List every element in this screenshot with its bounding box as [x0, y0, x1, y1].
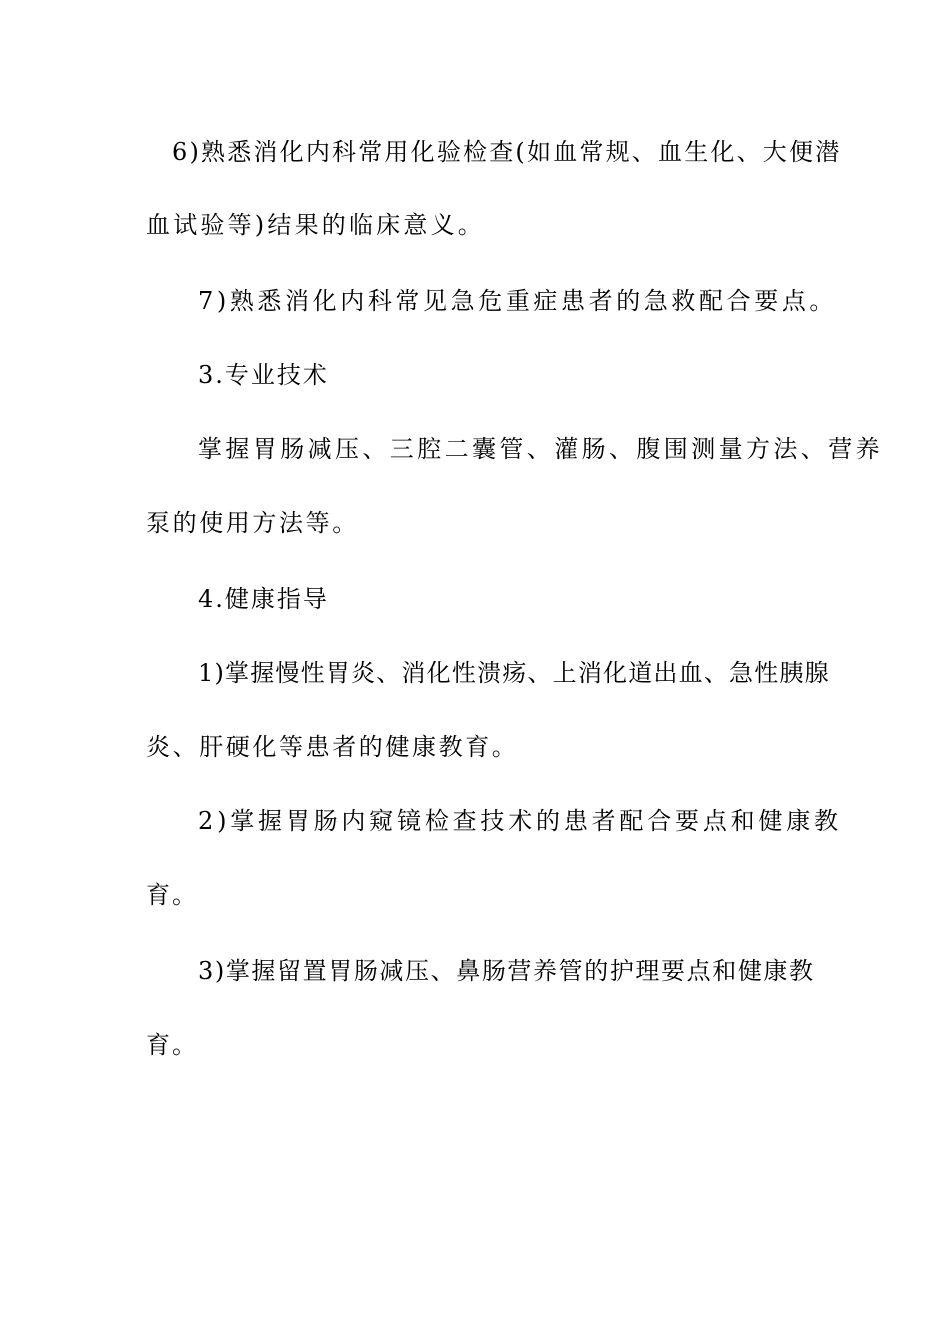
- section-4-item-2-line-2: 育。: [146, 881, 198, 909]
- section-4-item-3-line-1: 3)掌握留置胃肠减压、鼻肠营养管的护理要点和健康教: [198, 957, 815, 985]
- section-3-heading: 3.专业技术: [198, 361, 329, 389]
- item-6-line-2: 血试验等)结果的临床意义。: [146, 211, 485, 239]
- section-4-item-1-line-1: 1)掌握慢性胃炎、消化性溃疡、上消化道出血、急性胰腺: [198, 659, 830, 687]
- section-4-heading: 4.健康指导: [198, 585, 329, 613]
- section-4-item-1-line-2: 炎、肝硬化等患者的健康教育。: [146, 733, 519, 761]
- section-3-line-1: 掌握胃肠减压、三腔二囊管、灌肠、腹围测量方法、营养: [198, 435, 883, 463]
- item-6-line-1: 6)熟悉消化内科常用化验检查(如血常规、血生化、大便潜: [172, 138, 842, 166]
- section-4-item-2-line-1: 2)掌握胃肠内窥镜检查技术的患者配合要点和健康教: [198, 807, 842, 835]
- section-4-item-3-line-2: 育。: [146, 1031, 198, 1059]
- section-3-line-2: 泵的使用方法等。: [146, 509, 359, 537]
- item-7: 7)熟悉消化内科常见急危重症患者的急救配合要点。: [198, 287, 838, 315]
